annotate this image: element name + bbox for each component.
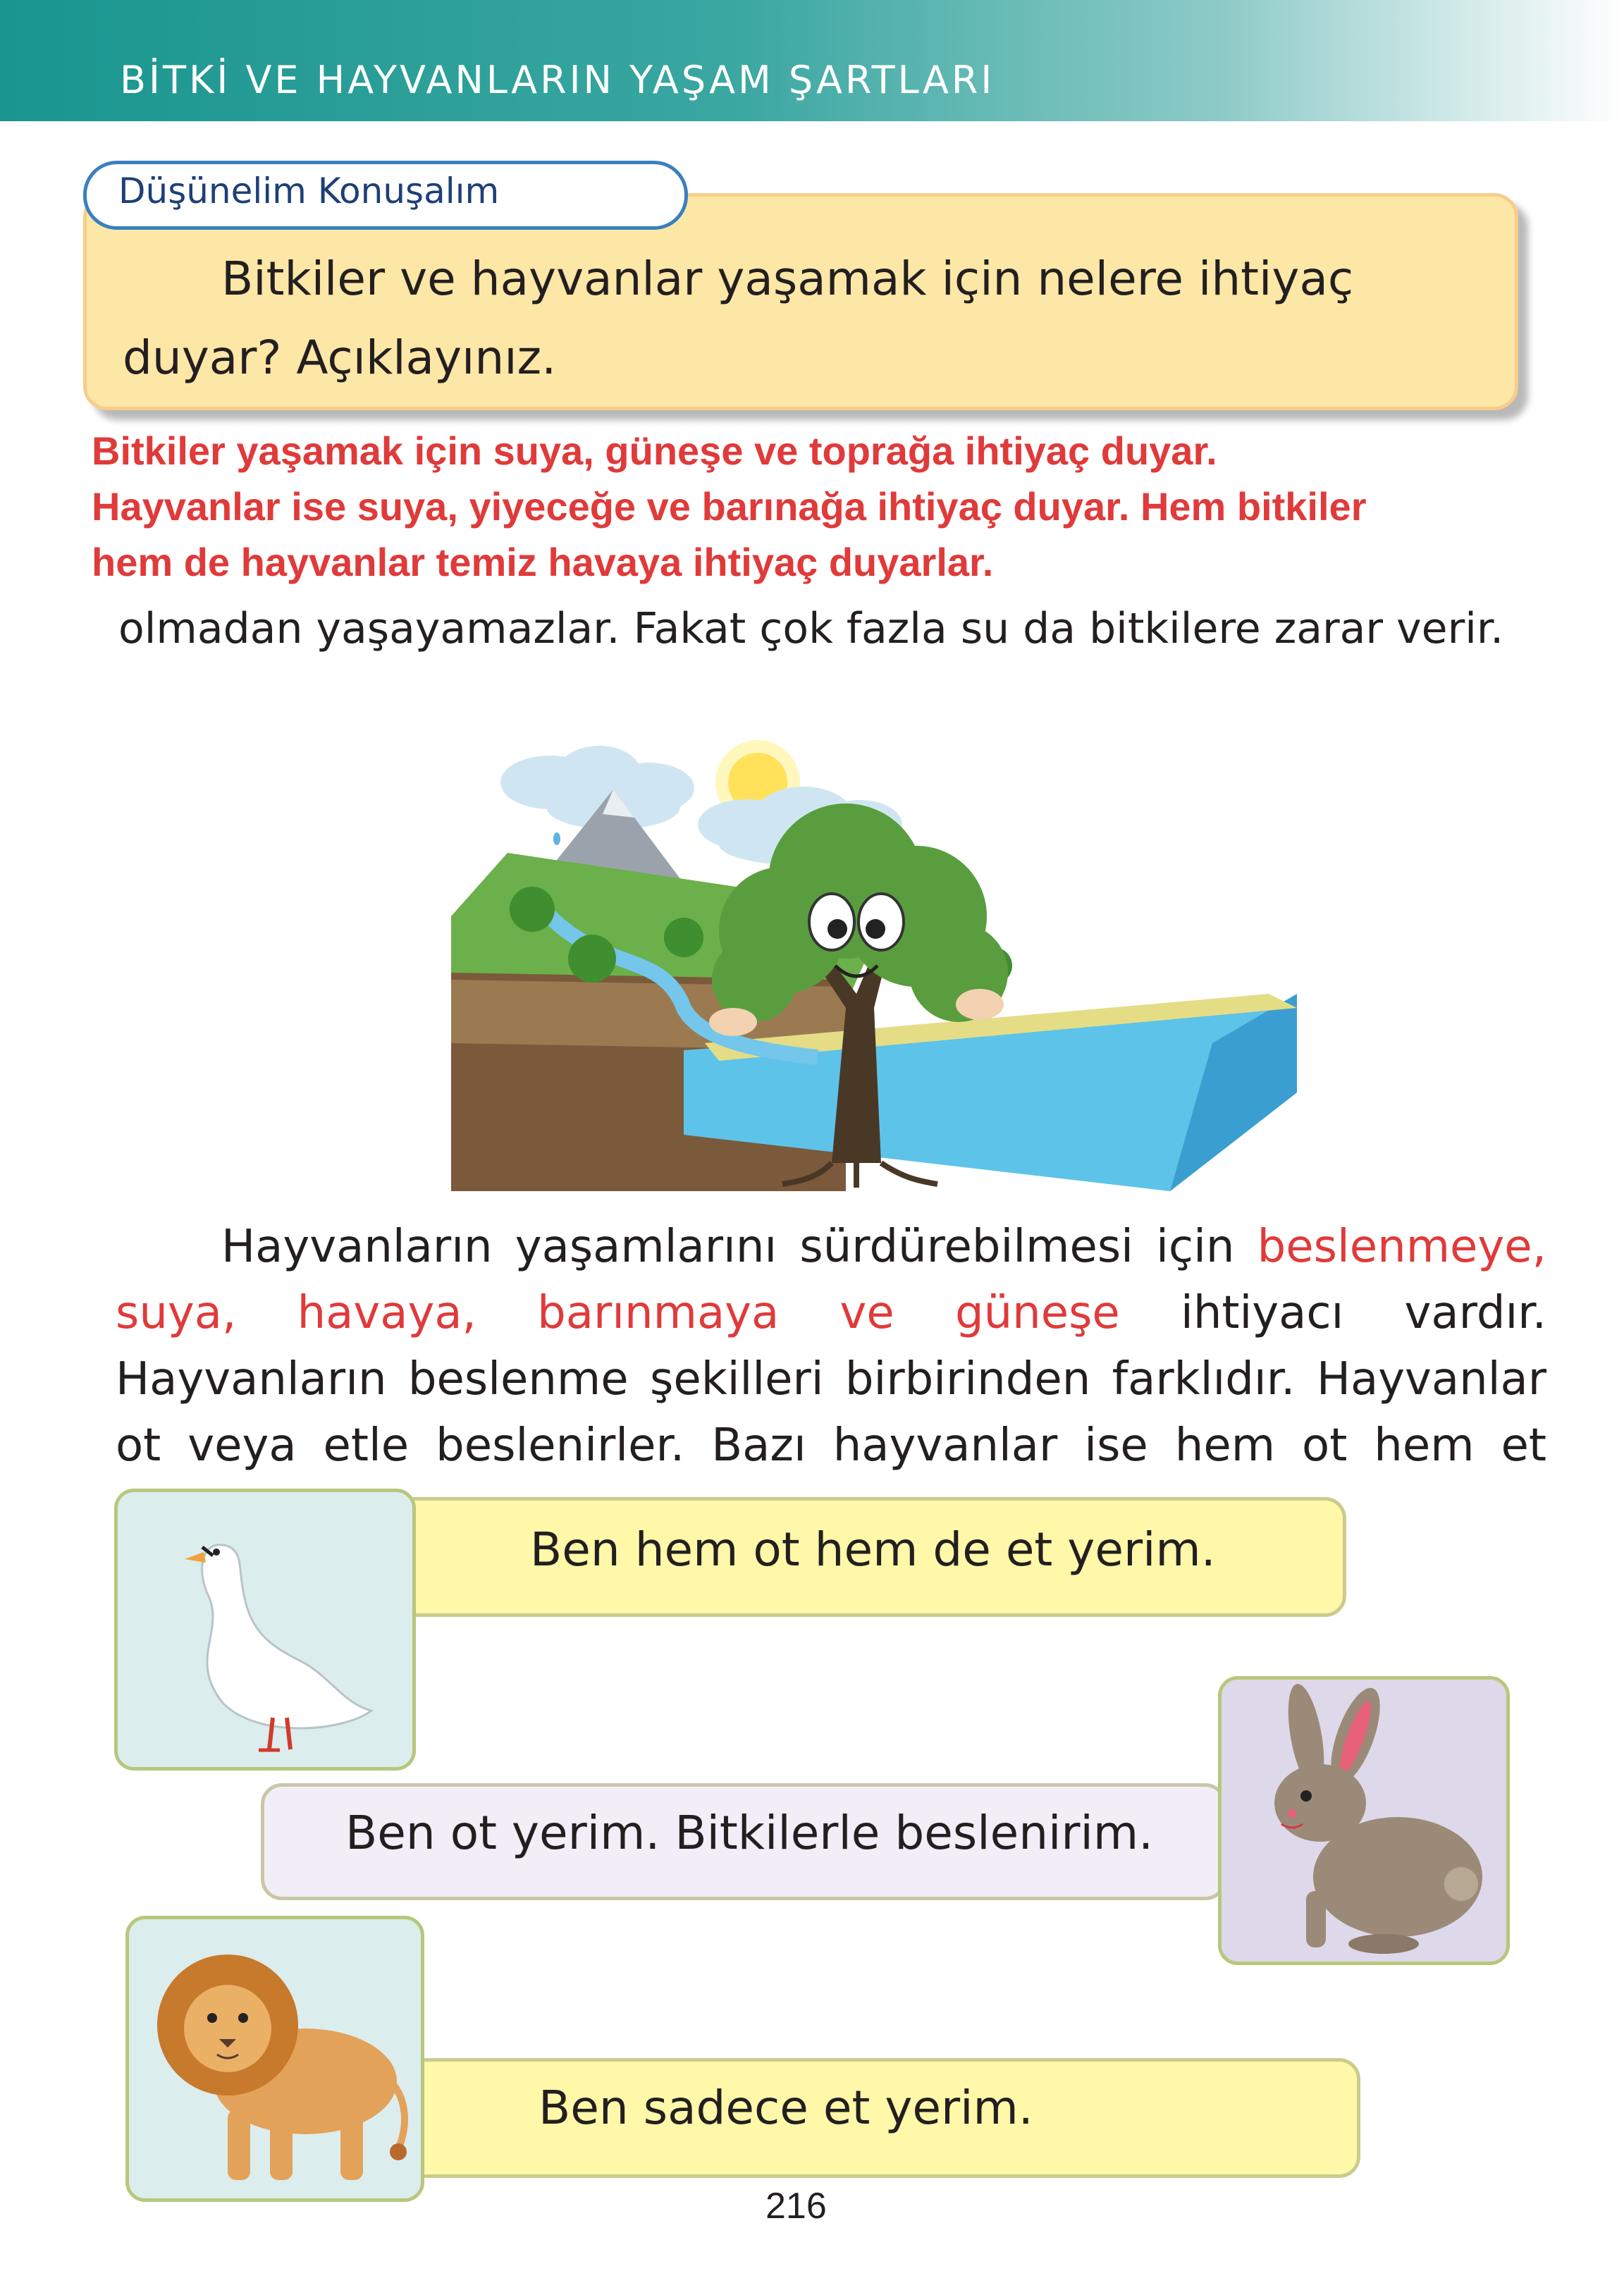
rabbit-icon [1222, 1680, 1506, 1962]
swan-icon [118, 1492, 412, 1767]
para2-intro: Hayvanların yaşamlarını sürdürebilmesi için [221, 1221, 1257, 1273]
answer-text [92, 423, 1572, 590]
think-talk-label: Düşünelim Konuşalım [118, 171, 500, 211]
rabbit-image [1218, 1676, 1510, 1965]
tree-hand-right [956, 989, 1004, 1020]
paragraph-water: olmadan yaşayamazlar. Fakat çok fazla su da bitkilere zarar verir. [118, 604, 1504, 653]
lion-image [125, 1916, 424, 2202]
swan-image [114, 1489, 416, 1771]
para2-highlight: beslenmeye, suya, havaya, barınmaya ve güneşe [116, 1221, 1546, 1339]
tree-hand-left [709, 1008, 757, 1036]
rabbit-caption: Ben ot yerim. Bitkilerle beslenirim. [345, 1806, 1154, 1860]
answer-line: hem de hayvanlar temiz havaya ihtiyaç duyarlar. [92, 540, 994, 584]
page-title: BİTKİ VE HAYVANLARIN YAŞAM ŞARTLARI [120, 58, 995, 102]
answer-line: Bitkiler yaşamak için suya, güneşe ve toprağa ihtiyaç duyar. [92, 429, 1217, 473]
swan-caption: Ben hem ot hem de et yerim. [530, 1522, 1216, 1577]
question-text: Bitkiler ve hayvanlar yaşamak için nelere ihtiyaç duyar? Açıklayınız. [123, 252, 1354, 385]
answer-line: Hayvanlar ise suya, yiyeceğe ve barınağa ihtiyaç duyar. Hem bitkiler [92, 484, 1367, 529]
lion-caption: Ben sadece et yerim. [539, 2081, 1033, 2135]
lion-icon [129, 1919, 421, 2198]
para2-rest: ihtiyacı vardır. Hayvanların beslenme şekilleri birbirinden farklıdır. Hayvanlar ot veya etle beslenirler. Bazı hayvanlar ise hem ot hem et [116, 1287, 1547, 1472]
page-number: 216 [765, 2186, 827, 2227]
tree-landscape-illustration [451, 740, 1297, 1191]
